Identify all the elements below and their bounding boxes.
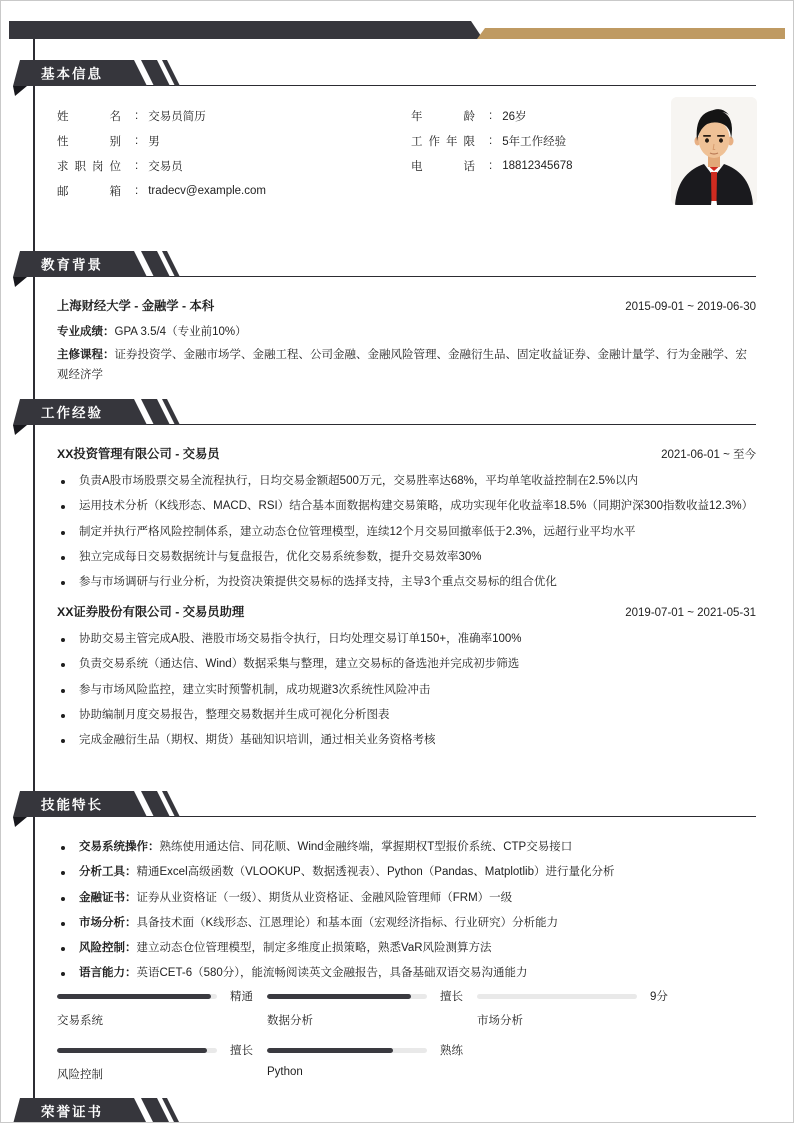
gpa-text: GPA 3.5/4（专业前10%） <box>114 326 247 338</box>
skill-level: 9分 <box>650 991 668 1004</box>
job-bullet: 负责A股市场股票交易全流程执行，日均交易金额超500万元，交易胜率达68%，平均单笔收益控制在2.5%以内 <box>57 472 756 492</box>
job-bullet: 协助交易主管完成A股、港股市场交易指令执行，日均处理交易订单150+，准确率100% <box>57 630 756 650</box>
field-value: 26岁 <box>502 110 527 123</box>
section-title: 工作经验 <box>41 405 103 421</box>
skill-level: 擅长 <box>440 991 463 1004</box>
job-period: 2019-07-01 ~ 2021-05-31 <box>625 606 756 619</box>
skill-text: 精通Excel高级函数（VLOOKUP、数据透视表）、Python（Pandas、Matplotlib）进行量化分析 <box>136 866 615 879</box>
top-bar-gold <box>477 28 785 39</box>
field-label: 性别 <box>57 135 121 148</box>
field-colon: : <box>135 134 139 147</box>
section-education <box>1 251 793 385</box>
job-bullet: 完成金融衍生品（期权、期货）基础知识培训，通过相关业务资格考核 <box>57 731 756 751</box>
skill-level: 熟练 <box>440 1045 463 1058</box>
section-skills <box>1 791 793 1082</box>
section-banner <box>10 60 300 97</box>
education-entry-header <box>57 296 756 320</box>
school-degree: 上海财经大学 - 金融学 - 本科 <box>57 299 215 313</box>
skill-list <box>57 838 756 984</box>
section-header <box>1 251 793 288</box>
skill-label: 金融证书： <box>79 891 137 904</box>
field-label: 电话 <box>411 160 475 173</box>
skill-label: 市场分析： <box>79 916 137 929</box>
skill-bar-track <box>57 1048 217 1053</box>
bullet-dot-icon <box>61 897 65 901</box>
field-colon: : <box>135 159 139 172</box>
skill-item <box>57 914 756 934</box>
bullet-dot-icon <box>61 638 65 642</box>
section-banner <box>10 791 300 828</box>
skill-level: 擅长 <box>230 1045 253 1058</box>
field-label: 工作年限 <box>411 135 475 148</box>
bullet-dot-icon <box>61 871 65 875</box>
bullet-dot-icon <box>61 972 65 976</box>
bullet-dot-icon <box>61 714 65 718</box>
skill-name: Python <box>267 1066 303 1079</box>
portrait-illustration <box>671 97 757 205</box>
email-value: tradecv@example.com <box>148 184 266 197</box>
field-position <box>57 153 411 178</box>
job-entry-header <box>57 444 756 468</box>
bullet-dot-icon <box>61 505 65 509</box>
skill-item <box>57 939 756 959</box>
section-basic-info <box>1 60 793 203</box>
field-value: 交易员 <box>148 160 183 173</box>
skill-bar-fill <box>267 1048 393 1053</box>
section-title: 荣誉证书 <box>41 1104 103 1120</box>
courses-line <box>57 346 756 386</box>
skill-label: 分析工具： <box>79 866 137 879</box>
bullet-dot-icon <box>61 556 65 560</box>
section-banner <box>10 399 300 436</box>
education-period: 2015-09-01 ~ 2019-06-30 <box>625 301 756 313</box>
section-title: 教育背景 <box>41 257 103 273</box>
bullet-dot-icon <box>61 739 65 743</box>
skill-bar <box>57 991 267 1028</box>
field-email <box>57 178 411 203</box>
field-colon: : <box>489 109 493 122</box>
job-bullet: 负责交易系统（通达信、Wind）数据采集与整理，建立交易标的备选池并完成初步筛选 <box>57 655 756 675</box>
section-work-experience <box>1 399 793 756</box>
skill-label: 语言能力： <box>79 967 137 980</box>
skill-text: 证券从业资格证（一级）、期货从业资格证、金融风险管理师（FRM）一级 <box>136 891 513 904</box>
job-bullet: 协助编制月度交易报告，整理交易数据并生成可视化分析图表 <box>57 706 756 726</box>
courses-label: 主修课程： <box>57 348 115 361</box>
skill-bar <box>477 991 756 1028</box>
skill-bar <box>57 1045 267 1082</box>
field-value: 5年工作经验 <box>502 135 567 148</box>
section-header <box>1 1098 793 1123</box>
job-bullet-list <box>57 630 756 751</box>
skill-bar-fill <box>267 994 411 999</box>
skill-item <box>57 838 756 858</box>
bullet-dot-icon <box>61 689 65 693</box>
field-value: 男 <box>148 135 160 148</box>
field-colon: : <box>135 109 139 122</box>
section-title: 技能特长 <box>41 797 103 813</box>
top-bar-dark <box>9 21 483 39</box>
skill-name: 市场分析 <box>477 1015 523 1028</box>
profile-photo <box>671 97 757 205</box>
job-bullet: 参与市场风险监控，建立实时预警机制，成功规避3次系统性风险冲击 <box>57 681 756 701</box>
skill-name: 交易系统 <box>57 1015 103 1028</box>
skill-bar-track <box>267 1048 427 1053</box>
skill-bar-fill <box>57 994 211 999</box>
field-colon: : <box>135 184 139 197</box>
field-colon: : <box>489 134 493 147</box>
section-header <box>1 791 793 828</box>
field-label: 邮箱 <box>57 185 121 198</box>
field-label: 姓名 <box>57 110 121 123</box>
gpa-label: 专业成绩： <box>57 326 115 338</box>
job-bullet-list <box>57 472 756 593</box>
skill-item <box>57 889 756 909</box>
field-gender <box>57 128 411 153</box>
field-name <box>57 103 411 128</box>
job-bullet: 运用技术分析（K线形态、MACD、RSI）结合基本面数据构建交易策略，成功实现年化收益率18.5%（同期沪深300指数收益12.3%） <box>57 497 756 517</box>
bullet-dot-icon <box>61 531 65 535</box>
bullet-dot-icon <box>61 846 65 850</box>
section-header <box>1 399 793 436</box>
skill-text: 英语CET-6（580分），能流畅阅读英文金融报告，具备基础双语交易沟通能力 <box>136 967 528 980</box>
bullet-dot-icon <box>61 922 65 926</box>
bullet-dot-icon <box>61 663 65 667</box>
skill-bars <box>57 991 756 1082</box>
company-role: XX投资管理有限公司 - 交易员 <box>57 447 220 461</box>
section-title: 基本信息 <box>41 66 103 82</box>
gpa-line <box>57 323 756 343</box>
bullet-dot-icon <box>61 947 65 951</box>
field-label: 求职岗位 <box>57 160 121 173</box>
skill-bar-track <box>477 994 637 999</box>
skill-item <box>57 964 756 984</box>
job-bullet: 独立完成每日交易数据统计与复盘报告，优化交易系统参数，提升交易效率30% <box>57 548 756 568</box>
bullet-dot-icon <box>61 480 65 484</box>
skill-label: 风险控制： <box>79 942 137 955</box>
job-bullet: 制定并执行严格风险控制体系，建立动态仓位管理模型，连续12个月交易回撤率低于2.3%，远超行业平均水平 <box>57 523 756 543</box>
field-colon: : <box>489 159 493 172</box>
skill-bar <box>267 991 477 1028</box>
bullet-dot-icon <box>61 581 65 585</box>
skill-label: 交易系统操作： <box>79 841 160 853</box>
skill-level: 精通 <box>230 991 253 1004</box>
section-honors <box>1 1098 793 1123</box>
job-entry-header <box>57 602 756 626</box>
skill-bar-track <box>57 994 217 999</box>
field-label: 年龄 <box>411 110 475 123</box>
skill-bar-fill <box>57 1048 207 1053</box>
job-period: 2021-06-01 ~ 至今 <box>661 449 756 461</box>
courses-text: 证券投资学、金融市场学、金融工程、公司金融、金融风险管理、金融衍生品、固定收益证券、金融计量学、行为金融学、宏观经济学 <box>57 348 747 381</box>
skill-text: 具备技术面（K线形态、江恩理论）和基本面（宏观经济指标、行业研究）分析能力 <box>136 916 559 929</box>
skill-name: 风险控制 <box>57 1069 103 1082</box>
phone-value: 18812345678 <box>502 159 573 172</box>
skill-text: 熟练使用通达信、同花顺、Wind金融终端，掌握期权T型报价系统、CTP交易接口 <box>159 841 573 853</box>
company-role: XX证券股份有限公司 - 交易员助理 <box>57 604 245 619</box>
job-bullet: 参与市场调研与行业分析，为投资决策提供交易标的选择支持，主导3个重点交易标的组合优化 <box>57 573 756 593</box>
skill-bar-track <box>267 994 427 999</box>
basic-info-fields <box>57 103 756 203</box>
skill-item <box>57 863 756 883</box>
skill-text: 建立动态仓位管理模型，制定多维度止损策略，熟悉VaR风险测算方法 <box>136 942 492 955</box>
section-header <box>1 60 793 97</box>
skill-bar <box>267 1045 477 1082</box>
skill-name: 数据分析 <box>267 1015 313 1028</box>
field-value: 交易员简历 <box>148 110 206 123</box>
section-banner <box>10 1098 300 1123</box>
section-banner <box>10 251 300 288</box>
